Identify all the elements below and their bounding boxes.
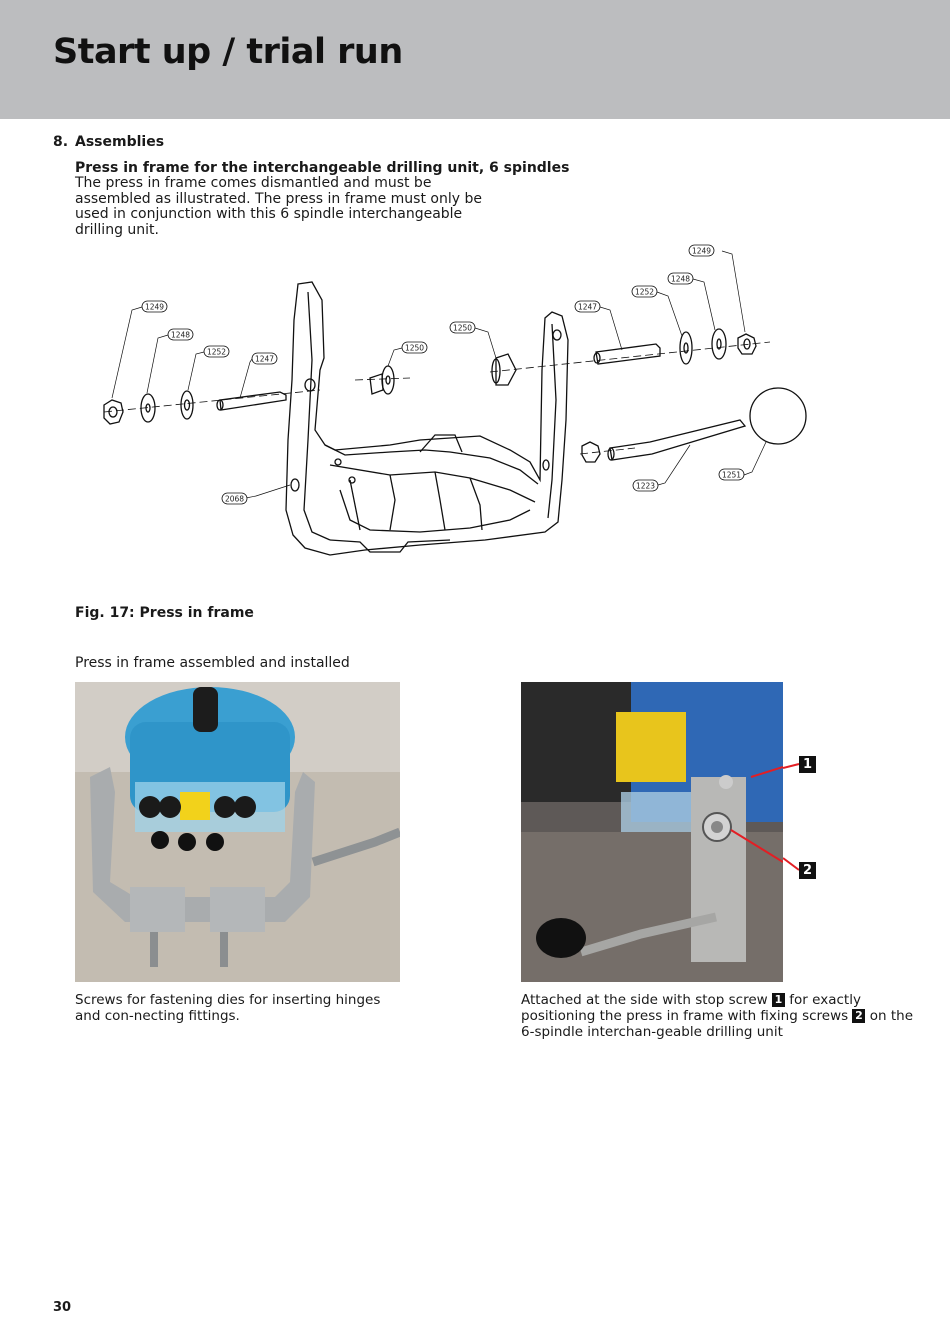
handle-rod-1223 — [610, 420, 745, 460]
section-title: Assemblies — [75, 134, 165, 150]
callout-1252-left: 1252 — [206, 347, 227, 357]
photo-left-caption: Screws for fastening dies for inserting hinges and con-necting fittings. — [75, 992, 381, 1024]
intro-subtitle: Press in frame for the interchangeable drilling unit, 6 spindles — [75, 160, 570, 176]
caption-part3: on the 6-spindle interchan-geable drilling unit — [521, 1008, 914, 1040]
photo-right-caption — [521, 992, 921, 1040]
callout-1249-right: 1249 — [691, 246, 712, 256]
callout-1248-right: 1248 — [670, 274, 691, 284]
photo-badge-1: 1 — [799, 756, 816, 773]
bolt-1247-right — [596, 344, 660, 364]
page-title: Start up / trial run — [53, 32, 403, 72]
caption-part2: for exactly positioning the press in frame with fixing screws — [521, 992, 861, 1024]
section-number: 8. — [53, 134, 69, 150]
callout-1223: 1223 — [635, 481, 656, 491]
photo-press-frame-front — [75, 682, 400, 982]
callout-1249-left: 1249 — [144, 302, 165, 312]
washer-1248-right — [712, 329, 726, 359]
section-heading — [53, 134, 164, 150]
figure-caption: Fig. 17: Press in frame — [75, 605, 254, 621]
press-frame-exploded-diagram — [90, 240, 820, 570]
callout-1247-right: 1247 — [577, 302, 598, 312]
caption-part1: Attached at the side with stop screw — [521, 992, 768, 1008]
frame-body — [286, 282, 568, 555]
washer-1252-left — [181, 391, 193, 419]
bushing-1250-center — [370, 374, 383, 394]
photo-badge-2: 2 — [799, 862, 816, 879]
intro-text: The press in frame comes dismantled and must be assembled as illustrated. The press in frame must only be used in conjunction with this 6 spindle interchangeable drilling unit. — [75, 175, 482, 238]
callout-1252-right: 1252 — [634, 287, 655, 297]
washer-1252-right — [680, 332, 692, 364]
callout-1251: 1251 — [721, 470, 742, 480]
caption-badge-2: 2 — [852, 1009, 865, 1023]
assembled-heading: Press in frame assembled and installed — [75, 655, 350, 671]
callout-1250-center: 1250 — [404, 343, 425, 353]
knob-1251 — [750, 388, 806, 444]
callout-1248-left: 1248 — [170, 330, 191, 340]
callout-1247-left: 1247 — [254, 354, 275, 364]
photo-press-frame-side — [521, 682, 783, 982]
caption-badge-1: 1 — [772, 993, 785, 1007]
page-number: 30 — [53, 1300, 72, 1315]
callout-1250-right: 1250 — [452, 323, 473, 333]
callout-2068: 2068 — [224, 494, 245, 504]
page-header — [0, 0, 950, 119]
